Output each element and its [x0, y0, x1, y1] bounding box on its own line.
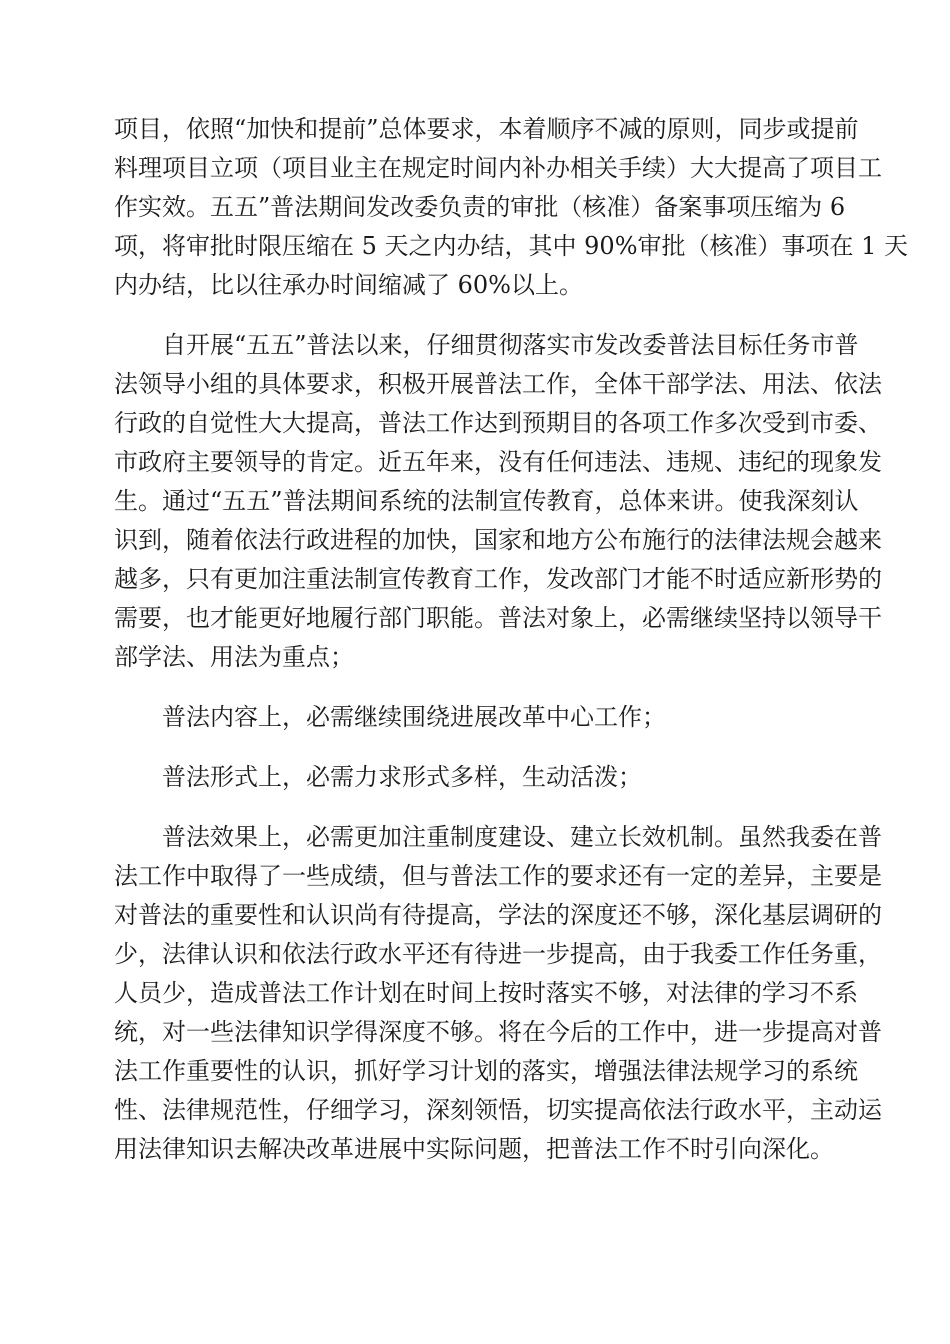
text-line: 性、法律规范性，仔细学习，深刻领悟，切实提高依法行政水平，主动运 — [114, 1096, 882, 1124]
text-line: 内办结，比以往承办时间缩减了 60%以上。 — [114, 271, 583, 299]
text-line: 法工作重要性的认识，抓好学习计划的落实，增强法律法规学习的系统 — [114, 1057, 858, 1085]
text-line: 市政府主要领导的肯定。近五年来，没有任何违法、违规、违纪的现象发 — [114, 448, 882, 476]
paragraph-1 — [114, 110, 909, 305]
text-line: 法领导小组的具体要求，积极开展普法工作，全体干部学法、用法、依法 — [114, 370, 882, 398]
text-line: 部学法、用法为重点； — [114, 643, 354, 671]
paragraph-3 — [114, 698, 836, 737]
text-line: 自开展“五五”普法以来，仔细贯彻落实市发改委普法目标任务市普 — [162, 331, 859, 359]
paragraph-2 — [114, 326, 882, 677]
text-line: 少，法律认识和依法行政水平还有待进一步提高，由于我委工作任务重， — [114, 940, 882, 968]
text-line: 普法形式上，必需力求形式多样，生动活泼； — [162, 763, 642, 791]
text-line: 人员少，造成普法工作计划在时间上按时落实不够，对法律的学习不系 — [114, 979, 858, 1007]
text-line: 生。通过“五五”普法期间系统的法制宣传教育，总体来讲。使我深刻认 — [114, 487, 859, 515]
text-line: 作实效。五五”普法期间发改委负责的审批（核准）备案事项压缩为 6 — [114, 193, 846, 221]
text-line: 普法内容上，必需继续围绕进展改革中心工作； — [162, 703, 666, 731]
text-line: 行政的自觉性大大提高，普法工作达到预期目的各项工作多次受到市委、 — [114, 409, 882, 437]
text-line: 识到，随着依法行政进程的加快，国家和地方公布施行的法律法规会越来 — [114, 526, 882, 554]
text-line: 法工作中取得了一些成绩，但与普法工作的要求还有一定的差异，主要是 — [114, 862, 882, 890]
text-line: 普法效果上，必需更加注重制度建设、建立长效机制。虽然我委在普 — [162, 823, 882, 851]
text-line: 料理项目立项（项目业主在规定时间内补办相关手续）大大提高了项目工 — [114, 154, 882, 182]
document-body — [114, 110, 909, 1169]
text-line: 项，将审批时限压缩在 5 天之内办结，其中 90%审批（核准）事项在 1 天 — [114, 232, 909, 260]
paragraph-5 — [114, 818, 882, 1169]
paragraph-4 — [114, 758, 836, 797]
text-line: 越多，只有更加注重法制宣传教育工作，发改部门才能不时适应新形势的 — [114, 565, 882, 593]
text-line: 用法律知识去解决改革进展中实际问题，把普法工作不时引向深化。 — [114, 1135, 834, 1163]
text-line: 统，对一些法律知识学得深度不够。将在今后的工作中，进一步提高对普 — [114, 1018, 882, 1046]
text-line: 对普法的重要性和认识尚有待提高，学法的深度还不够，深化基层调研的 — [114, 901, 882, 929]
text-line: 项目，依照“加快和提前”总体要求，本着顺序不减的原则，同步或提前 — [114, 115, 859, 143]
text-line: 需要，也才能更好地履行部门职能。普法对象上，必需继续坚持以领导干 — [114, 604, 882, 632]
